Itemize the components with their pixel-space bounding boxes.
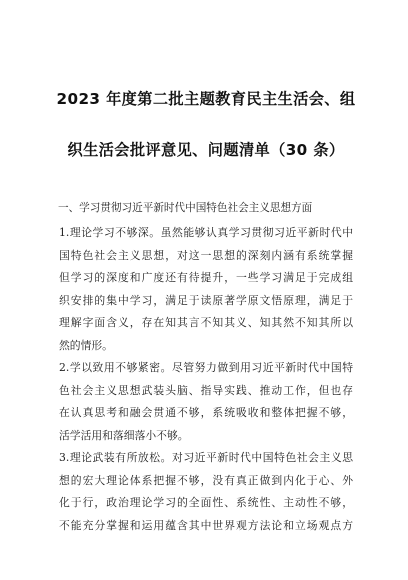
paragraph-line: 3.理论武装有所放松。对习近平新时代中国特色社会主义思 xyxy=(59,451,353,464)
paragraph-3 xyxy=(59,447,353,537)
paragraph-line: 但学习的深度和广度还有待提升，一些学习满足于完成组 xyxy=(59,271,353,284)
paragraph-line: 在认真思考和融会贯通不够，系统吸收和整体把握不够， xyxy=(59,406,353,419)
paragraph-line: 织安排的集中学习，满足于读原著学原文悟原理，满足于 xyxy=(59,293,353,307)
paragraph-line: 想的宏大理论体系把握不够，没有真正做到内化于心、外 xyxy=(59,473,353,487)
paragraph-line: 化于行，政治理论学习的全面性、系统性、主动性不够， xyxy=(59,496,353,509)
paragraph-line: 活学活用和落细落小不够。 xyxy=(59,428,189,442)
document-title-line-1: 2023 年度第二批主题教育民主生活会、组 xyxy=(56,90,356,108)
paragraph-line: 然的情形。 xyxy=(59,338,113,352)
paragraph-1 xyxy=(59,222,353,357)
paragraph-line: 理解字面含义，存在知其言不知其义、知其然不知其所以 xyxy=(59,316,353,329)
paragraph-line: 色社会主义思想武装头脑、指导实践、推动工作，但也存 xyxy=(59,383,353,397)
paragraph-2 xyxy=(59,357,353,447)
paragraph-line: 2.学以致用不够紧密。尽管努力做到用习近平新时代中国特 xyxy=(59,361,353,374)
document-title-line-2: 织生活会批评意见、问题清单（30 条） xyxy=(67,141,345,159)
paragraph-line: 不能充分掌握和运用蕴含其中世界观方法论和立场观点方 xyxy=(59,518,353,532)
paragraph-line: 1.理论学习不够深。虽然能够认真学习贯彻习近平新时代中 xyxy=(59,226,353,239)
section-heading: 一、学习贯彻习近平新时代中国特色社会主义思想方面 xyxy=(58,202,313,214)
paragraph-line: 国特色社会主义思想，对这一思想的深刻内涵有系统掌握 xyxy=(59,248,353,262)
